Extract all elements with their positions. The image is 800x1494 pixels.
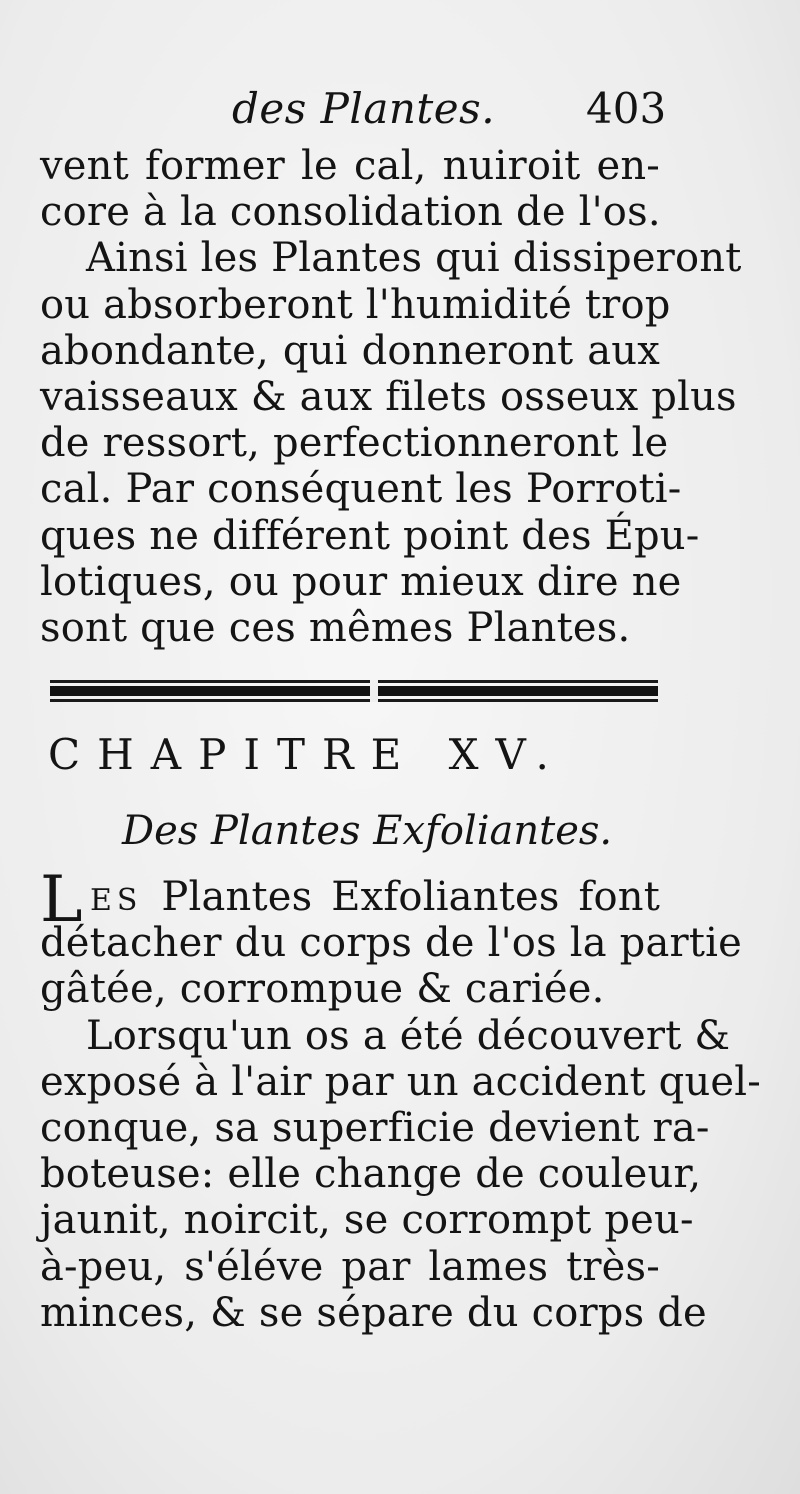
first-line-rest: Plantes Exfoliantes font [161,874,660,920]
text-line: ques ne différent point des Épu- [40,512,700,559]
text-line: boteuse: elle change de couleur, [40,1151,702,1198]
page-number: 403 [586,84,667,133]
text-line: ou absorberont l'humidité trop [40,281,671,328]
text-line: lotiques, ou pour mieux dire ne [40,558,682,605]
text-line: cal. Par conséquent les Porroti- [40,466,682,513]
text-line: vent former le cal, nuiroit en- [40,143,660,189]
ornamental-rule [50,680,658,702]
text-line: à-peu, s'éléve par lames très- [40,1243,660,1290]
running-head: des Plantes. [232,84,496,133]
text-line: abondante, qui donneront aux [40,327,660,374]
text-line [40,874,660,920]
text-line: gâtée, corrompue & cariée. [40,966,605,1013]
text-line: vaisseaux & aux filets osseux plus [40,373,737,420]
text-line: Ainsi les Plantes qui dissiperont [86,235,742,282]
text-line: minces, & se sépare du corps de [40,1289,707,1336]
body-text-bottom [40,874,762,1336]
text-line: jaunit, noircit, se corrompt peu- [40,1197,694,1244]
text-line: Lorsqu'un os a été découvert & [86,1012,731,1059]
chapter-heading: CHAPITRE XV. [48,730,566,779]
text-line: core à la consolidation de l'os. [40,189,661,236]
text-line: détacher du corps de l'os la partie [40,920,742,967]
chapter-title: Des Plantes Exfoliantes. [122,808,613,854]
text-line: exposé à l'air par un accident quel- [40,1058,762,1105]
text-line: de ressort, perfectionneront le [40,420,669,467]
page-header [0,80,800,140]
text-line: conque, sa superficie devient ra- [40,1104,710,1151]
drop-cap: L [40,863,83,937]
small-caps-word: ES [90,883,143,918]
text-line: sont que ces mêmes Plantes. [40,604,631,651]
body-text-top [40,143,742,651]
